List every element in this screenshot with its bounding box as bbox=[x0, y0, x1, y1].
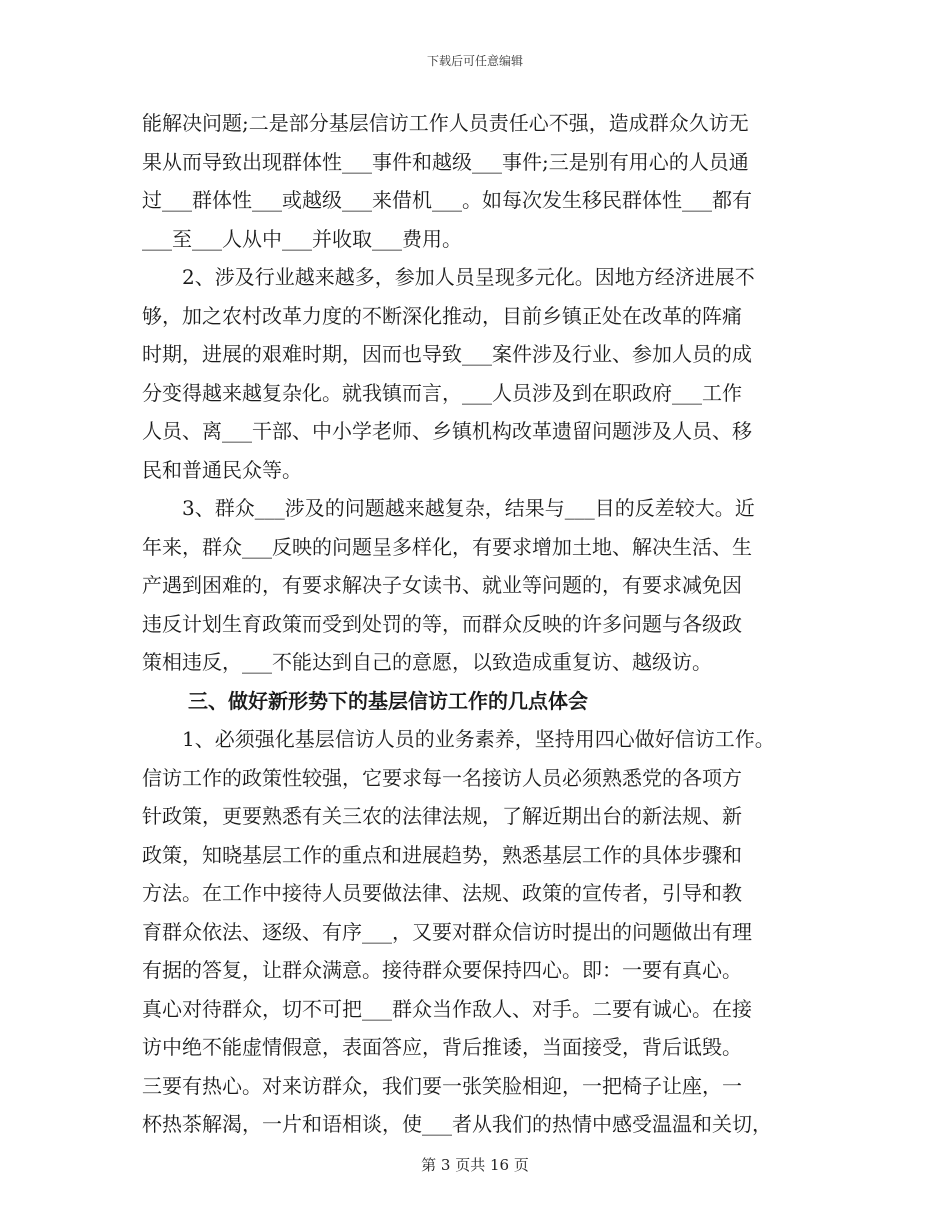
page-header: 下载后可任意编辑 bbox=[426, 54, 523, 68]
text-line: 能解决问题;二是部分基层信访工作人员责任心不强，造成群众久访无 bbox=[142, 111, 749, 135]
text-line: 有据的答复，让群众满意。接待群众要保持四心。即：一要有真心。 bbox=[142, 958, 742, 982]
text-line: 人员、离___干部、中小学老师、乡镇机构改革遗留问题涉及人员、移 bbox=[142, 419, 752, 443]
text-line: 3、群众___涉及的问题越来越复杂，结果与___目的反差较大。近 bbox=[182, 496, 755, 520]
text-line: 策相违反，___不能达到自己的意愿，以致造成重复访、越级访。 bbox=[142, 650, 712, 674]
text-line: 方法。在工作中接待人员要做法律、法规、政策的宣传者，引导和教 bbox=[142, 881, 742, 905]
document-body bbox=[142, 104, 832, 1144]
text-line: 针政策，更要熟悉有关三农的法律法规，了解近期出台的新法规、新 bbox=[142, 804, 742, 828]
text-line: 真心对待群众，切不可把___群众当作敌人、对手。二要有诚心。在接 bbox=[142, 996, 752, 1021]
text-line: 杯热茶解渴，一片和语相谈，使___者从我们的热情中感受温温和关切， bbox=[142, 1112, 772, 1136]
text-line: 分变得越来越复杂化。就我镇而言，___人员涉及到在职政府___工作 bbox=[142, 380, 742, 405]
text-line: 时期，进展的艰难时期，因而也导致___案件涉及行业、参加人员的成 bbox=[142, 342, 752, 366]
text-line: 育群众依法、逐级、有序___，又要对群众信访时提出的问题做出有理 bbox=[142, 919, 752, 944]
text-line: ___至___人从中___并收取___费用。 bbox=[142, 226, 462, 251]
text-line: 信访工作的政策性较强，它要求每一名接访人员必须熟悉党的各项方 bbox=[142, 765, 742, 790]
text-line: 年来，群众___反映的问题呈多样化，有要求增加土地、解决生活、生 bbox=[142, 534, 752, 559]
text-line: 违反计划生育政策而受到处罚的等，而群众反映的许多问题与各级政 bbox=[142, 611, 742, 636]
page-footer: 第 3 页共 16 页 bbox=[421, 1156, 529, 1174]
text-line: 2、涉及行业越来越多，参加人员呈现多元化。因地方经济进展不 bbox=[182, 265, 755, 289]
text-line: 民和普通民众等。 bbox=[142, 457, 302, 482]
text-line: 1、必须强化基层信访人员的业务素养，坚持用四心做好信访工作。 bbox=[182, 727, 775, 751]
text-line: 产遇到困难的，有要求解决子女读书、就业等问题的，有要求减免因 bbox=[142, 573, 742, 597]
text-line: 果从而导致出现群体性___事件和越级___事件;三是别有用心的人员通 bbox=[142, 149, 749, 174]
text-line: 访中绝不能虚情假意，表面答应，背后推诿，当面接受，背后诋毁。 bbox=[142, 1035, 742, 1059]
text-line: 政策，知晓基层工作的重点和进展趋势，熟悉基层工作的具体步骤和 bbox=[142, 842, 742, 867]
text-line: 过___群体性___或越级___来借机___。如每次发生移民群体性___都有 bbox=[142, 188, 752, 212]
section-heading: 三、做好新形势下的基层信访工作的几点体会 bbox=[188, 688, 588, 713]
text-line: 够，加之农村改革力度的不断深化推动，目前乡镇正处在改革的阵痛 bbox=[142, 303, 742, 328]
text-line: 三要有热心。对来访群众，我们要一张笑脸相迎，一把椅子让座，一 bbox=[142, 1073, 742, 1098]
